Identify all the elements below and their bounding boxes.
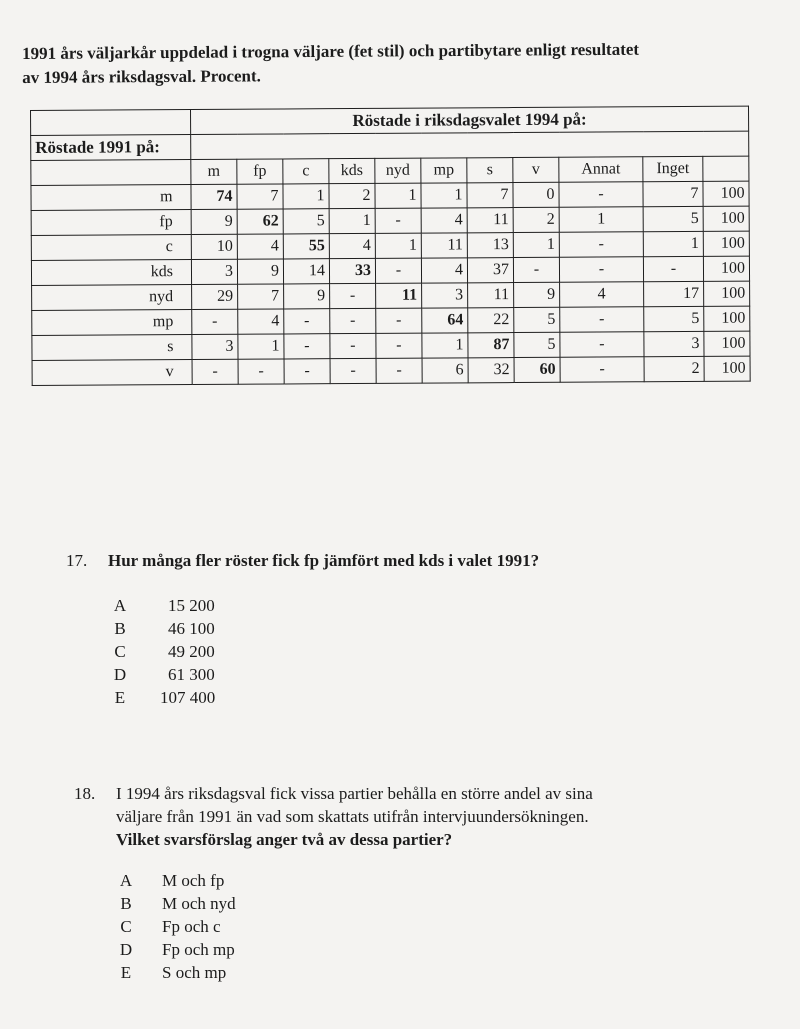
table-cell: - <box>560 332 644 358</box>
table-cell: 11 <box>376 283 422 308</box>
table-cell: 9 <box>284 284 330 309</box>
page-heading <box>22 37 762 90</box>
row-label: fp <box>31 210 191 236</box>
table-cell: 2 <box>329 183 375 208</box>
question-18-number: 18. <box>74 784 96 803</box>
table-cell: 4 <box>237 234 283 259</box>
table-cell: - <box>284 334 330 359</box>
table-cell: 100 <box>703 181 749 206</box>
question-18-line-1: I 1994 års riksdagsval fick vissa partier behålla en större andel av sina <box>116 784 593 803</box>
question-18-line-3: Vilket svarsförslag anger två av dessa partier? <box>116 830 453 849</box>
table-cell: 1 <box>375 233 421 258</box>
table-cell: 22 <box>468 308 514 333</box>
table-cell: 55 <box>283 234 329 259</box>
table-cell: 9 <box>237 259 283 284</box>
table-cell: 3 <box>644 331 704 356</box>
table-cell: 7 <box>238 284 284 309</box>
answer-option <box>110 596 310 619</box>
option-value: Fp och mp <box>162 940 235 959</box>
question-17-number: 17. <box>66 551 88 570</box>
answer-option <box>116 871 366 894</box>
answer-option <box>116 963 366 986</box>
table-cell: - <box>375 208 421 233</box>
table-cell: 1 <box>559 207 643 233</box>
answer-option <box>116 917 366 940</box>
row-label: mp <box>32 310 192 336</box>
option-value: 107 400 <box>160 688 216 707</box>
table-cell: 4 <box>421 208 467 233</box>
table-cell: 7 <box>467 183 513 208</box>
answer-option <box>110 619 310 642</box>
table-cell: - <box>284 359 330 384</box>
column-header: v <box>513 157 559 182</box>
table-cell: 7 <box>237 184 283 209</box>
option-letter: D <box>119 940 133 959</box>
answer-option <box>116 940 366 963</box>
table-cell: 7 <box>643 181 703 206</box>
table-cell: - <box>513 257 559 282</box>
table-cell: 9 <box>191 209 237 234</box>
question-18-options <box>116 871 366 986</box>
table-cell: 13 <box>467 233 513 258</box>
table-cell: - <box>376 358 422 383</box>
table-cell: 1 <box>238 334 284 359</box>
column-header: fp <box>237 159 283 184</box>
option-value: S och mp <box>162 963 227 982</box>
question-18-text <box>116 782 706 851</box>
table-cell: - <box>560 357 644 383</box>
table-cell: - <box>330 308 376 333</box>
option-value: M och fp <box>162 871 225 890</box>
option-value: 61 300 <box>168 665 215 684</box>
row-label: c <box>31 235 191 261</box>
question-17-options <box>110 596 310 711</box>
column-header: c <box>283 159 329 184</box>
table-cell: 4 <box>421 258 467 283</box>
table-cell: 1 <box>283 184 329 209</box>
column-header: s <box>467 158 513 183</box>
table-cell: 5 <box>644 306 704 331</box>
table-cell: 3 <box>422 283 468 308</box>
column-header: Inget <box>643 156 703 181</box>
question-17-text <box>108 549 698 572</box>
table-cell: 2 <box>644 356 704 381</box>
column-header <box>703 156 749 181</box>
question-17-prompt: Hur många fler röster fick fp jämfört med kds i valet 1991? <box>108 551 540 570</box>
answer-option <box>110 688 310 711</box>
table-row <box>32 356 750 385</box>
column-header: nyd <box>375 158 421 183</box>
question-18 <box>74 782 774 862</box>
option-letter: A <box>119 871 133 890</box>
option-value: 46 100 <box>168 619 215 638</box>
table-cell: 100 <box>704 281 750 306</box>
table-cell: 5 <box>643 206 703 231</box>
table-cell: 4 <box>329 233 375 258</box>
table-cell: 3 <box>191 259 237 284</box>
table-cell: 11 <box>421 233 467 258</box>
table-cell: - <box>192 309 238 334</box>
table-cell: - <box>330 333 376 358</box>
table-cell: 14 <box>283 259 329 284</box>
table-cell: - <box>560 307 644 333</box>
table-cell: 11 <box>468 283 514 308</box>
option-letter: B <box>114 619 126 638</box>
table-cell: - <box>376 308 422 333</box>
table-cell: 6 <box>422 358 468 383</box>
answer-option <box>110 665 310 688</box>
row-label: nyd <box>32 285 192 311</box>
table-cell: 87 <box>468 333 514 358</box>
voter-flow-table <box>30 106 751 386</box>
table-cell: - <box>330 283 376 308</box>
row-header-label: Röstade 1991 på: <box>31 135 191 161</box>
option-letter: B <box>120 894 132 913</box>
table-cell: 4 <box>238 309 284 334</box>
table-cell: - <box>238 359 284 384</box>
table-cell: 1 <box>421 183 467 208</box>
table-cell: 17 <box>644 281 704 306</box>
table-cell: 100 <box>704 306 750 331</box>
option-value: M och nyd <box>162 894 236 913</box>
table-cell: 5 <box>514 307 560 332</box>
table-cell: - <box>330 358 376 383</box>
question-17 <box>66 549 766 579</box>
table-cell: 1 <box>375 183 421 208</box>
answer-option <box>116 894 366 917</box>
table-cell: 100 <box>703 231 749 256</box>
table-cell: 33 <box>329 258 375 283</box>
table-title: Röstade i riksdagsvalet 1994 på: <box>191 106 749 134</box>
column-header: Annat <box>559 157 643 183</box>
option-letter: C <box>114 642 126 661</box>
table-cell: 11 <box>467 208 513 233</box>
table-cell: - <box>284 309 330 334</box>
option-value: 15 200 <box>168 596 215 615</box>
option-letter: D <box>113 665 127 684</box>
table-cell: 64 <box>422 308 468 333</box>
table-cell: 3 <box>192 334 238 359</box>
row-label: m <box>31 185 191 211</box>
voter-flow-table-wrapper <box>30 106 751 386</box>
row-label: v <box>32 360 192 386</box>
table-cell: 10 <box>191 234 237 259</box>
table-cell: 4 <box>560 282 644 308</box>
table-cell: 9 <box>514 282 560 307</box>
table-cell: 100 <box>704 331 750 356</box>
table-cell: - <box>192 359 238 384</box>
option-value: Fp och c <box>162 917 221 936</box>
table-cell: - <box>559 232 643 258</box>
table-cell: 37 <box>467 258 513 283</box>
table-cell: 32 <box>468 358 514 383</box>
table-cell: 0 <box>513 182 559 207</box>
heading-line-2: av 1994 års riksdagsval. Procent. <box>22 66 261 87</box>
table-cell: 62 <box>237 209 283 234</box>
table-cell: 60 <box>514 357 560 382</box>
table-cell: 1 <box>513 232 559 257</box>
table-cell: 100 <box>703 206 749 231</box>
column-header: mp <box>421 158 467 183</box>
table-corner-cell <box>31 110 191 136</box>
question-18-line-2: väljare från 1991 än vad som skattats utifrån intervjuundersökningen. <box>116 807 589 826</box>
table-cell: - <box>559 257 643 283</box>
option-letter: C <box>120 917 132 936</box>
table-cell: 100 <box>703 256 749 281</box>
column-header-blank <box>31 160 191 186</box>
table-cell: 5 <box>283 209 329 234</box>
option-value: 49 200 <box>168 642 215 661</box>
row-label: kds <box>31 260 191 286</box>
column-header: kds <box>329 158 375 183</box>
table-blank-cell <box>191 131 749 159</box>
table-cell: - <box>643 256 703 281</box>
column-header: m <box>191 159 237 184</box>
table-cell: - <box>376 333 422 358</box>
option-letter: E <box>120 963 132 982</box>
table-cell: 1 <box>643 231 703 256</box>
table-cell: 2 <box>513 207 559 232</box>
option-letter: E <box>114 688 126 707</box>
table-cell: 5 <box>514 332 560 357</box>
table-cell: 1 <box>422 333 468 358</box>
table-cell: - <box>375 258 421 283</box>
option-letter: A <box>113 596 127 615</box>
answer-option <box>110 642 310 665</box>
table-cell: 29 <box>192 284 238 309</box>
table-cell: 74 <box>191 184 237 209</box>
table-cell: 1 <box>329 208 375 233</box>
row-label: s <box>32 335 192 361</box>
heading-line-1: 1991 års väljarkår uppdelad i trogna väljare (fet stil) och partibytare enligt resultatet <box>22 39 640 63</box>
table-cell: - <box>559 182 643 208</box>
table-cell: 100 <box>704 356 750 381</box>
